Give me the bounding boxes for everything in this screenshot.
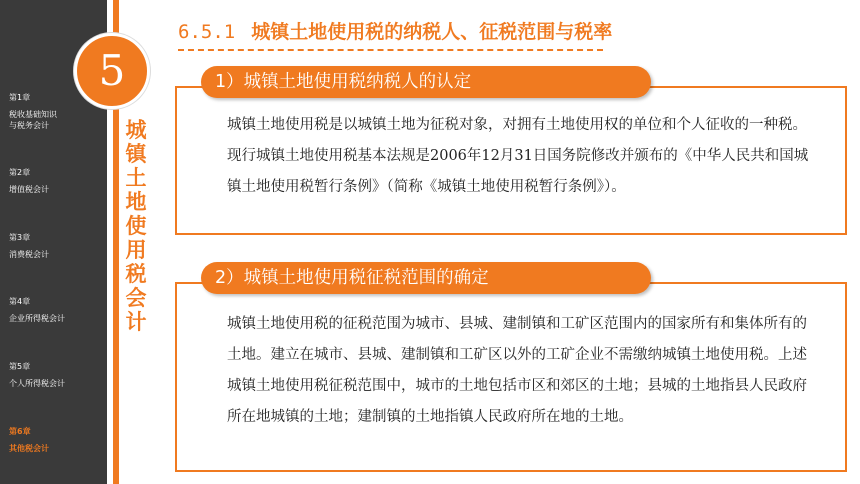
vertical-char: 地 (125, 190, 147, 214)
section-number: 6.5.1 (178, 21, 236, 43)
content-box-scope (175, 282, 847, 472)
chapter-item-6[interactable] (9, 426, 49, 454)
title-underline (178, 49, 603, 51)
chapter-title: 企业所得税会计 (9, 314, 65, 323)
chapter-item-2[interactable] (9, 167, 49, 195)
chapter-number: 第6章 (9, 427, 31, 436)
section-heading-text: 城镇土地使用税的纳税人、征税范围与税率 (251, 21, 613, 43)
chapter-item-4[interactable] (9, 296, 65, 324)
vertical-char: 计 (125, 310, 147, 334)
vertical-char: 镇 (125, 142, 147, 166)
chapter-number: 第4章 (9, 297, 31, 306)
chapter-item-1[interactable] (9, 92, 57, 131)
chapter-item-3[interactable] (9, 232, 49, 260)
vertical-char: 城 (125, 118, 147, 142)
chapter-title: 增值税会计 (9, 185, 49, 194)
vertical-char: 用 (125, 238, 147, 262)
section-title-vertical (124, 118, 148, 334)
chapter-title: 税收基础知识 与税务会计 (9, 110, 57, 130)
paragraph-scope: 城镇土地使用税的征税范围为城市、县城、建制镇和工矿区范围内的国家所有和集体所有的土地。建立在城市、县城、建制镇和工矿区以外的工矿企业不需缴纳城镇土地使用税。上述城镇土地使用税征税范围中，城市的土地包括市区和郊区的土地；县城的土地指县人民政府所在地城镇的土地；建制镇的土地指镇人民政府所在地的土地。 (227, 316, 807, 425)
content-box-taxpayer (175, 86, 847, 235)
chapter-title: 其他税会计 (9, 444, 49, 453)
chapter-title: 个人所得税会计 (9, 379, 65, 388)
chapter-number: 第1章 (9, 93, 31, 102)
subheading-scope: 2）城镇土地使用税征税范围的确定 (201, 262, 651, 294)
paragraph-taxpayer: 城镇土地使用税是以城镇土地为征税对象，对拥有土地使用权的单位和个人征收的一种税。现行城镇土地使用税基本法规是2006年12月31日国务院修改并颁布的《中华人民共和国城镇土地使用税暂行条例》（简称《城镇土地使用税暂行条例》）。 (227, 117, 809, 195)
vertical-char: 使 (125, 214, 147, 238)
chapter-title: 消费税会计 (9, 250, 49, 259)
chapter-number: 第2章 (9, 168, 31, 177)
vertical-char: 税 (125, 262, 147, 286)
vertical-char: 土 (125, 166, 147, 190)
page-title (178, 17, 612, 44)
chapter-item-5[interactable] (9, 361, 65, 389)
subheading-taxpayer: 1）城镇土地使用税纳税人的认定 (201, 66, 651, 98)
chapter-number-badge: 5 (74, 33, 150, 109)
vertical-char: 会 (125, 286, 147, 310)
chapter-number: 第3章 (9, 233, 31, 242)
chapter-number: 第5章 (9, 362, 31, 371)
